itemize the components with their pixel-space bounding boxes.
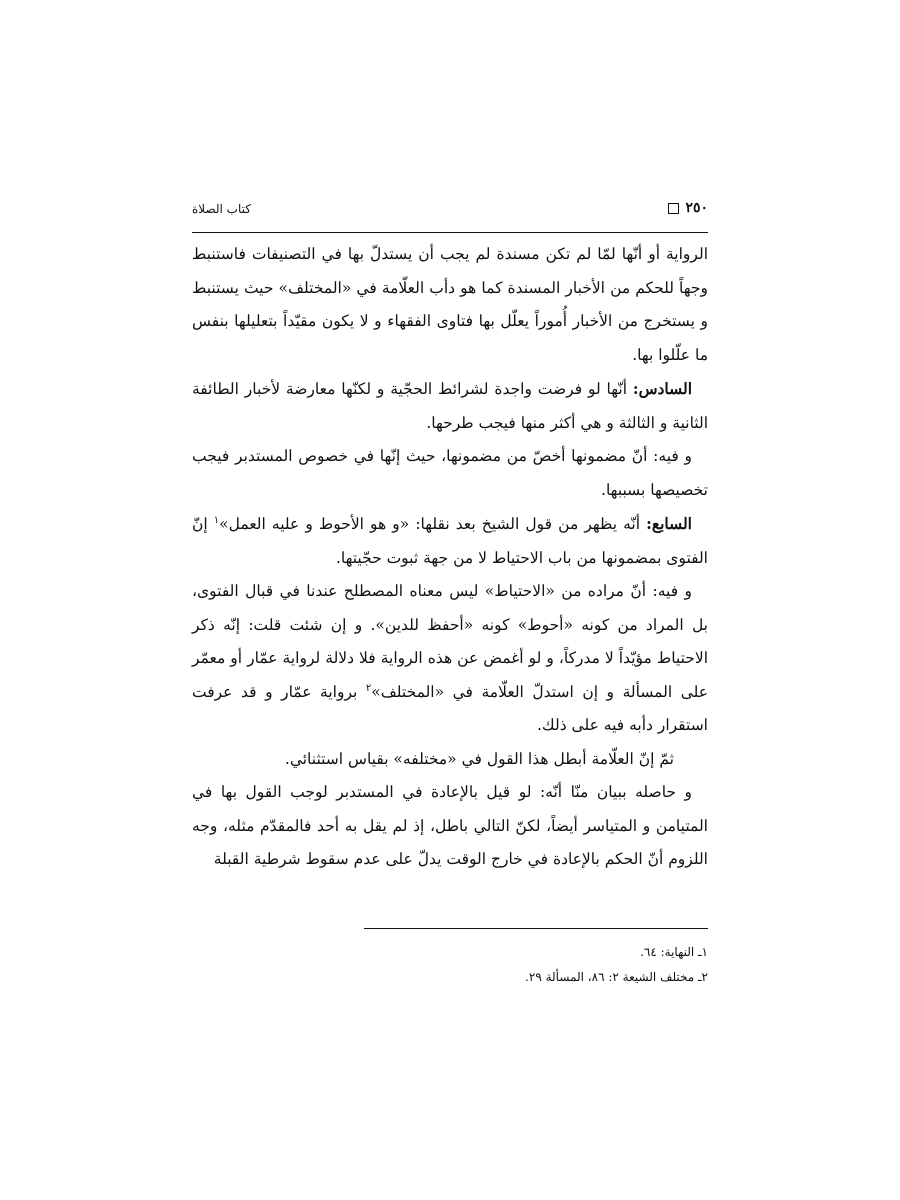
book-title: كتاب الصلاة [192, 202, 251, 216]
paragraph-text: ثمّ إنّ العلّامة أبطل هذا القول في «مختلفه» بقياس استثنائي. [284, 749, 674, 768]
paragraph-6 [192, 743, 708, 777]
book-page [192, 196, 709, 984]
page-header [192, 196, 708, 220]
paragraph-text: أنّها لو فرضت واجدة لشرائط الحجّية و لكنّها معارضة لأخبار الطائفة الثانية و الثالثة و هي أكثر منها فيجب طرحها. [192, 380, 708, 432]
paragraph-text: الرواية أو أنّها لمّا لم تكن مسندة لم يجب أن يستدلّ بها في التصنيفات فاستنبط وجهاً للحكم من الأخبار المسندة كما هو دأب العلّامة في «المختلف» حيث يستنبط و يستخرج من الأخبار أُموراً يعلّل بها فتاوى الفقهاء و لا يكون مقيّداً بتعليلها بنفس ما علّلوا بها. [192, 245, 708, 364]
square-icon [668, 203, 679, 214]
paragraph-1 [192, 238, 708, 372]
paragraph-label: السابع: [646, 514, 692, 533]
paragraph-text: و حاصله ببيان منّا أنّه: لو قيل بالإعادة في المستدبر لوجب القول بها في المتيامن و المتياسر أيضاً، لكنّ التالي باطل، إذ لم يقل به أحد فالمقدّم مثله، وجه اللزوم أنّ الحكم بالإعادة في خارج الوقت يدلّ على عدم سقوط شرطية القبلة [192, 783, 708, 868]
paragraph-seventh [192, 507, 708, 575]
paragraph-7 [192, 776, 708, 877]
footnotes [525, 940, 708, 990]
paragraph-5 [192, 575, 708, 743]
footnote-ref: ١ [213, 514, 220, 526]
paragraph-label: السادس: [632, 379, 692, 398]
footnote-2: ٢ـ مختلف الشيعة ٢: ٨٦، المسألة ٢٩. [525, 970, 708, 984]
footnote-rule [364, 928, 708, 929]
paragraph-text: و فيه: أنّ مضمونها أخصّ من مضمونها، حيث إنّها في خصوص المستدبر فيجب تخصيصها بسببها. [192, 447, 708, 499]
paragraph-sixth [192, 372, 708, 440]
header-rule [192, 232, 708, 233]
paragraph-text: برواية عمّار و قد عرفت استقرار دأبه فيه على ذلك. [192, 682, 708, 734]
page-body [192, 238, 708, 877]
footnote-1: ١ـ النهاية: ٦٤. [640, 945, 708, 959]
paragraph-3 [192, 440, 708, 507]
paragraph-text: أنّه يظهر من قول الشيخ بعد نقلها: «و هو الأحوط و عليه العمل» [219, 515, 647, 533]
paragraph-text: إنّ الفتوى بمضمونها من باب الاحتياط لا من جهة ثبوت حجّيتها. [192, 515, 708, 567]
page-number [668, 200, 708, 216]
paragraph-text: و فيه: أنّ مراده من «الاحتياط» ليس معناه المصطلح عندنا في قبال الفتوى، بل المراد من كونه «أحوط» كونه «أحفظ للدين». و إن شئت قلت: إنّه ذكر الاحتياط مؤيّداً لا مدركاً، و لو أغمض عن هذه الرواية فلا دلالة لرواية عمّار أو معمّر على المسألة و إن استدلّ العلّامة في «المختلف» [192, 582, 709, 701]
footnote-ref: ٢ [365, 682, 372, 694]
page-number-text: ٢٥٠ [685, 200, 708, 216]
